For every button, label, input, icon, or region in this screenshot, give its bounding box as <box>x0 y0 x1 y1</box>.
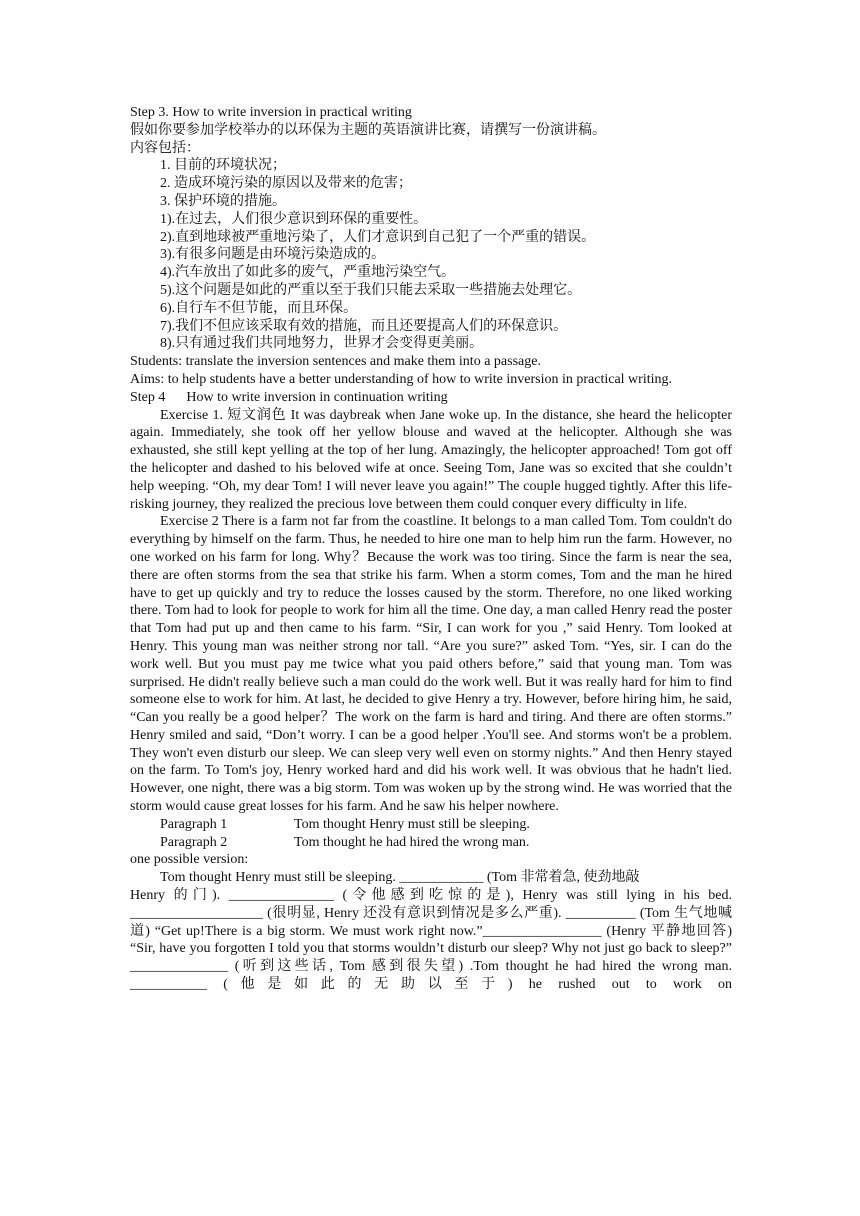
step3-title: Step 3. How to write inversion in practical writing <box>130 105 412 120</box>
aims-statement: Aims: to help students have a better understanding of how to write inversion in practical writing. <box>130 371 672 387</box>
paragraph-1-row <box>130 816 732 834</box>
content-point-1: 1. 目前的环境状况； <box>160 158 286 174</box>
content-label: 内容包括： <box>130 140 200 156</box>
sentence-3: 3).有很多问题是由环境污染造成的。 <box>160 247 386 263</box>
sentence-6: 6).自行车不但节能，而且环保。 <box>160 300 358 316</box>
step3-task: 假如你要参加学校举办的以环保为主题的英语演讲比赛，请撰写一份演讲稿。 <box>130 122 606 138</box>
step4-title: Step 4 How to write inversion in continuation writing <box>130 389 448 405</box>
students-instruction: Students: translate the inversion sentences and make them into a passage. <box>130 354 541 370</box>
sentence-1: 1).在过去，人们很少意识到环保的重要性。 <box>160 211 428 227</box>
paragraph-1-label: Paragraph 1 <box>160 816 228 832</box>
content-point-2: 2. 造成环境污染的原因以及带来的危害； <box>160 176 412 192</box>
content-point-3: 3. 保护环境的措施。 <box>160 193 286 209</box>
paragraph-2-text: Tom thought he had hired the wrong man. <box>294 834 530 850</box>
paragraph-2-row <box>130 834 732 852</box>
version-first-line: Tom thought Henry must still be sleeping. ____________ (Tom 非常着急, 使劲地敲 <box>160 870 640 886</box>
sentence-4: 4).汽车放出了如此多的废气，严重地污染空气。 <box>160 265 456 281</box>
paragraph-1-text: Tom thought Henry must still be sleeping. <box>294 816 530 832</box>
sentence-5: 5).这个问题是如此的严重以至于我们只能去采取一些措施去处理它。 <box>160 282 582 298</box>
paragraph-2-label: Paragraph 2 <box>160 834 228 850</box>
sentence-8: 8).只有通过我们共同地努力，世界才会变得更美丽。 <box>160 336 484 352</box>
exercise-2-paragraph: Exercise 2 There is a farm not far from the coastline. It belongs to a man called Tom. Tom couldn't do everything by himself on the farm. Thus, he needed to hire one man to help him run the farm. However, no one worked on his farm for long. Why？Because the work was too tiring. Since the farm is near the sea, there are often storms from the sea that strike his farm. When a storm comes, Tom and the man he hired have to get up quickly and try to reduce the losses caused by the storm. Therefore, no one liked working there. Tom had to look for people to work for him all the time. One day, a man called Henry read the poster that Tom had put up and then came to his farm. “Sir, I can work for you ,” said Henry. Tom looked at Henry. This young man was neither strong nor tall. “Are you sure?” asked Tom. “Yes, sir. I can do the work well. But you must pay me twice what you paid others before,” said that young man. Tom was surprised. He didn't really believe such a man could do the work well. But it was really hard for him to find someone else to work for him. At last, he decided to give Henry a try. However, before hiring him, he said, “Can you really be a good helper？The work on the farm is hard and tiring. And there are often storms.” Henry smiled and said, “Don’t worry. I can be a good helper .You'll see. And storms won't be a problem. They won't even disturb our sleep. We can sleep very well even on stormy nights.” And then Henry stayed on the farm. To Tom's joy, Henry worked hard and did his work well. It was obvious that he hadn't lied. However, one night, there was a big storm. Tom was woken up by the strong wind. He was worried that the storm would cause great losses for his farm. And he saw his helper nowhere. <box>130 514 732 815</box>
sentence-7: 7).我们不但应该采取有效的措施，而且还要提高人们的环保意识。 <box>160 318 568 334</box>
document-body <box>130 104 732 994</box>
version-paragraph: Henry 的门). _______________ (令他感到吃惊的是), Henry was still lying in his bed. ___________________ (很明显, Henry 还没有意识到情况是多么严重). __________ (Tom 生气地喊道) “Get up!There is a big storm. We must work right now.”_________________ (Henry 平静地回答) “Sir, have you forgotten I told you that storms wouldn’t disturb our sleep? Why not just go back to sleep?” ______________ (听到这些话, Tom 感到很失望) .Tom thought he had hired the wrong man. ___________ (他是如此的无助以至于) he rushed out to work on <box>130 888 732 993</box>
sentence-2: 2).直到地球被严重地污染了，人们才意识到自己犯了一个严重的错误。 <box>160 229 596 245</box>
exercise-1-paragraph: Exercise 1. 短文润色 It was daybreak when Jane woke up. In the distance, she heard the helicopter again. Immediately, she took off her yellow blouse and waved at the helicopter. Although she was exhausted, she still kept yelling at the top of her lung. Amazingly, the helicopter approached! Tom got off the helicopter and dashed to his beloved wife at once. Seeing Tom, Jane was so excited that she couldn’t help weeping. “Oh, my dear Tom! I will never leave you again!” The couple hugged tightly. After this life-risking journey, they realized the precious love between them could conquer every difficulty in life. <box>130 407 732 512</box>
version-label: one possible version: <box>130 852 249 868</box>
